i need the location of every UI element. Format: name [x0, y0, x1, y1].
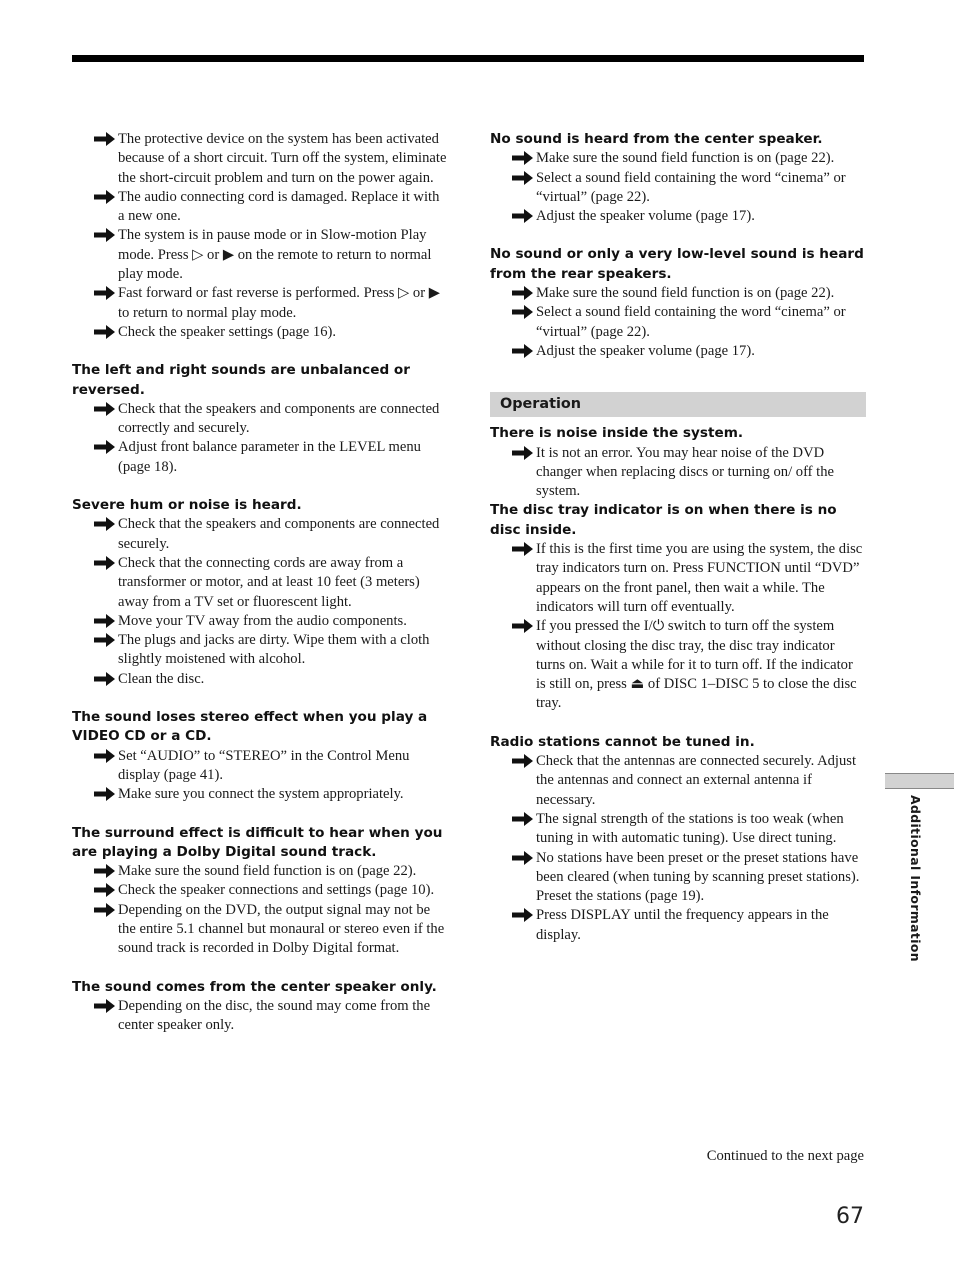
right-column: [490, 130, 866, 945]
section-list: [72, 862, 448, 958]
section-heading: The sound loses stereo effect when you play a VIDEO CD or a CD.: [72, 709, 428, 745]
list-item: Select a sound field containing the word “cinema” or “virtual” (page 22).: [490, 303, 866, 342]
arrow-icon: [512, 171, 534, 185]
list-item: Make sure the sound field function is on (page 22).: [490, 149, 866, 168]
section-heading: The surround effect is difficult to hear when you are playing a Dolby Digital sound track.: [72, 824, 443, 860]
list-item: If this is the first time you are using the system, the disc tray indicators turn on. Press FUNCTION until “DVD” appears on the front panel, then wait a while. The indicators will turn off eventually.: [490, 540, 866, 617]
arrow-icon: [94, 749, 116, 763]
section-heading: The left and right sounds are unbalanced or reversed.: [72, 362, 410, 398]
section-list: [72, 400, 448, 477]
list-item: Press DISPLAY until the frequency appears in the display.: [490, 906, 866, 945]
list-item: Check that the speakers and components are connected correctly and securely.: [72, 400, 448, 439]
section-list: [490, 752, 866, 945]
list-item: The audio connecting cord is damaged. Replace it with a new one.: [72, 188, 448, 227]
arrow-icon: [512, 812, 534, 826]
list-item: Set “AUDIO” to “STEREO” in the Control Menu display (page 41).: [72, 747, 448, 786]
section-list: [72, 747, 448, 805]
arrow-icon: [94, 787, 116, 801]
list-item: Adjust front balance parameter in the LEVEL menu (page 18).: [72, 438, 448, 477]
list-item: The signal strength of the stations is too weak (when tuning in with automatic tuning). Use direct tuning.: [490, 810, 866, 849]
arrow-icon: [94, 556, 116, 570]
arrow-icon: [512, 344, 534, 358]
list-item: Depending on the DVD, the output signal may not be the entire 5.1 channel but monaural or stereo even if the sound track is recorded in Dolby Digital format.: [72, 901, 448, 959]
list-item: Fast forward or fast reverse is performed. Press ▷ or ▶ to return to normal play mode.: [72, 284, 448, 323]
list-item: Check the speaker settings (page 16).: [72, 323, 448, 342]
arrow-icon: [512, 754, 534, 768]
list-item: The plugs and jacks are dirty. Wipe them with a cloth slightly moistened with alcohol.: [72, 631, 448, 670]
section-list: [490, 444, 866, 502]
list-item: Check that the speakers and components are connected securely.: [72, 515, 448, 554]
arrow-icon: [94, 325, 116, 339]
arrow-icon: [512, 209, 534, 223]
arrow-icon: [94, 132, 116, 146]
arrow-icon: [94, 286, 116, 300]
section-list: [490, 540, 866, 714]
section-heading: No sound is heard from the center speaker.: [490, 131, 823, 147]
arrow-icon: [512, 286, 534, 300]
operation-section-title: Operation: [490, 392, 866, 417]
list-item: It is not an error. You may hear noise of the DVD changer when replacing discs or turning on/ off the system.: [490, 444, 866, 502]
arrow-icon: [94, 228, 116, 242]
arrow-icon: [94, 633, 116, 647]
list-item: Move your TV away from the audio components.: [72, 612, 448, 631]
arrow-icon: [94, 402, 116, 416]
section-heading: The sound comes from the center speaker only.: [72, 978, 437, 995]
list-item: If you pressed the I/⏻ switch to turn off the system without closing the disc tray, the disc tray indicator turns on. Wait a while for it to turn off. If the indicator is still on, press ⏏ of DISC 1–DISC 5 to close the disc tray.: [490, 617, 866, 713]
arrow-icon: [512, 446, 534, 460]
list-item: Select a sound field containing the word “cinema” or “virtual” (page 22).: [490, 169, 866, 208]
continued-note: Continued to the next page: [706, 1148, 864, 1164]
side-tab-marker: [885, 773, 954, 789]
arrow-icon: [512, 542, 534, 556]
arrow-icon: [94, 999, 116, 1013]
arrow-icon: [94, 517, 116, 531]
list-item: Adjust the speaker volume (page 17).: [490, 342, 866, 361]
arrow-icon: [512, 151, 534, 165]
arrow-icon: [512, 305, 534, 319]
top-rule: [72, 55, 864, 62]
list-item: The system is in pause mode or in Slow-motion Play mode. Press ▷ or ▶ on the remote to return to normal play mode.: [72, 226, 448, 284]
arrow-icon: [94, 672, 116, 686]
side-tab-label: Additional Information: [908, 795, 923, 963]
section-list: [490, 149, 866, 226]
left-column: [72, 130, 448, 1035]
section-heading: The disc tray indicator is on when there is no disc inside.: [490, 502, 837, 538]
list-item: Make sure the sound field function is on (page 22).: [72, 862, 448, 881]
section-heading: Radio stations cannot be tuned in.: [490, 733, 755, 750]
list-item: Check the speaker connections and settings (page 10).: [72, 881, 448, 900]
arrow-icon: [94, 190, 116, 204]
list-item: No stations have been preset or the preset stations have been cleared (when tuning by scanning preset stations). Preset the stations (page 19).: [490, 849, 866, 907]
arrow-icon: [512, 619, 534, 633]
section-list: [490, 284, 866, 361]
section-heading: Severe hum or noise is heard.: [72, 497, 302, 514]
intro-list: [72, 130, 448, 342]
list-item: Depending on the disc, the sound may come from the center speaker only.: [72, 997, 448, 1036]
list-item: Adjust the speaker volume (page 17).: [490, 207, 866, 226]
arrow-icon: [94, 614, 116, 628]
section-list: [72, 997, 448, 1036]
page-number: 67: [836, 1204, 864, 1229]
list-item: Clean the disc.: [72, 670, 448, 689]
arrow-icon: [94, 864, 116, 878]
arrow-icon: [94, 903, 116, 917]
list-item: The protective device on the system has been activated because of a short circuit. Turn off the system, eliminate the short-circuit problem and turn on the power again.: [72, 130, 448, 188]
section-heading: There is noise inside the system.: [490, 425, 744, 442]
arrow-icon: [512, 851, 534, 865]
section-list: [72, 515, 448, 689]
section-heading: No sound or only a very low-level sound is heard from the rear speakers.: [490, 246, 864, 282]
arrow-icon: [512, 908, 534, 922]
list-item: Make sure you connect the system appropriately.: [72, 785, 448, 804]
arrow-icon: [94, 440, 116, 454]
list-item: Make sure the sound field function is on (page 22).: [490, 284, 866, 303]
list-item: Check that the antennas are connected securely. Adjust the antennas and connect an external antenna if necessary.: [490, 752, 866, 810]
arrow-icon: [94, 883, 116, 897]
list-item: Check that the connecting cords are away from a transformer or motor, and at least 10 feet (3 meters) away from a TV set or fluorescent light.: [72, 554, 448, 612]
